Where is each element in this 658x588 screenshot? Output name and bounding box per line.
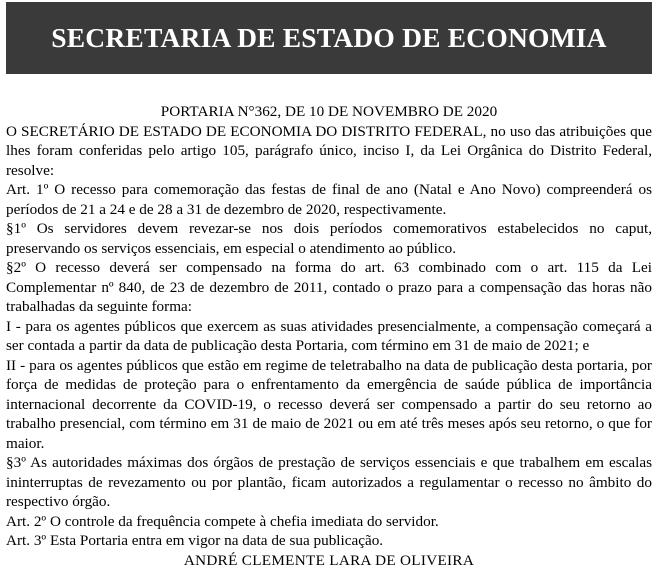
article-2: Art. 2º O controle da frequência compete à chefia imediata do servidor.: [6, 512, 439, 530]
header-title: SECRETARIA DE ESTADO DE ECONOMIA: [51, 22, 607, 53]
signature: ANDRÉ CLEMENTE LARA DE OLIVEIRA: [183, 551, 475, 569]
article-1: Art. 1º O recesso para comemoração das festas de final de ano (Natal e Ano Novo) compreenderá os períodos de 21 a 24 e de 28 a 31 de dezembro de 2020, respectivamente.: [6, 181, 652, 218]
inciso-2: II - para os agentes públicos que estão em regime de teletrabalho na data de publicação desta portaria, por força de medidas de proteção para o enfrentamento da emergência de saúde pública de importância internacional decorrente da COVID-19, o recesso deverá ser compensado a partir do seu retorno ao trabalho presencial, com término em 31 de maio de 2021 ou em até três meses após seu retorno, o que for maior.: [6, 356, 652, 452]
preamble-paragraph: O SECRETÁRIO DE ESTADO DE ECONOMIA DO DISTRITO FEDERAL, no uso das atribuições que lhes foram conferidas pelo artigo 105, parágrafo único, inciso I, da Lei Orgânica do Distrito Federal, resolve:: [6, 122, 652, 179]
paragraph-2: §2º O recesso deverá ser compensado na forma do art. 63 combinado com o art. 115 da Lei Complementar nº 840, de 23 de dezembro de 2011, contado o prazo para a compensação das horas não trabalhadas da seguinte forma:: [6, 259, 652, 315]
portaria-heading: PORTARIA N°362, DE 10 DE NOVEMBRO DE 2020: [160, 103, 498, 120]
inciso-1: I - para os agentes públicos que exercem as suas atividades presencialmente, a compensação começará a ser contada a partir da data de publicação desta Portaria, com término em 31 de maio de 2021; e: [6, 317, 652, 354]
article-3: Art. 3º Esta Portaria entra em vigor na data de sua publicação.: [6, 532, 384, 549]
portaria-document: [6, 102, 652, 570]
paragraph-3: §3º As autoridades máximas dos órgãos de prestação de serviços essenciais e que trabalhem em escalas ininterruptas de revezamento ou por plantão, ficam autorizados a regulamentar o recesso no âmbito do respectivo órgão.: [6, 454, 652, 510]
header-banner: [6, 2, 652, 74]
paragraph-1: §1º Os servidores devem revezar-se nos dois períodos comemorativos estabelecidos no caput, preservando os serviços essenciais, em especial o atendimento ao público.: [6, 220, 652, 257]
